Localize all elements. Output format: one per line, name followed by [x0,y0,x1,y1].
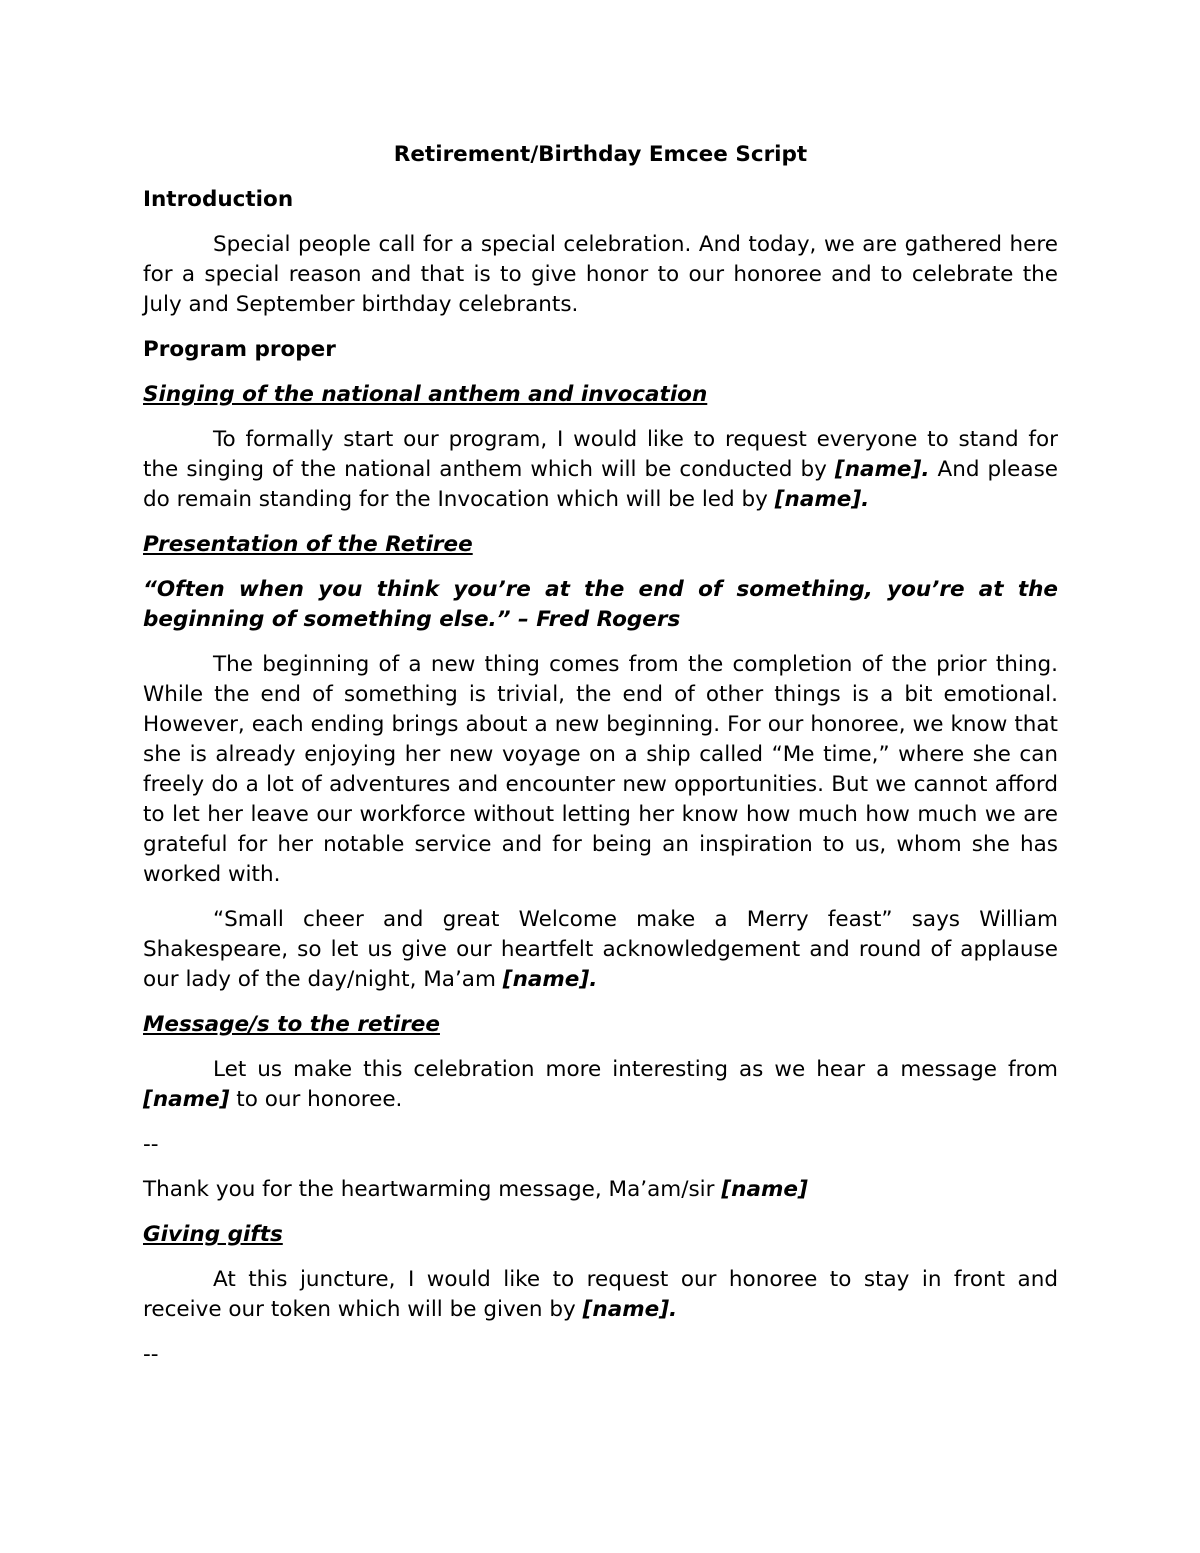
name-placeholder: [name]. [774,487,870,512]
text: To formally start our program, I would like to request everyone to stand for the singing of the national anthem which will be conducted by [143,427,1058,482]
anthem-paragraph [143,425,1058,515]
message-paragraph [143,1055,1058,1115]
shakespeare-paragraph [143,905,1058,995]
name-placeholder: [name]. [834,457,930,482]
name-placeholder: [name] [143,1087,230,1112]
document-title: Retirement/Birthday Emcee Script [393,142,808,167]
text: Thank you for the heartwarming message, Ma’am/sir [143,1177,722,1202]
name-placeholder: [name]. [582,1297,678,1322]
text: to our honoree. [229,1087,403,1112]
document-page [143,140,1058,1385]
text: And please do remain standing for the Invocation which will be led by [143,457,1058,512]
gifts-paragraph [143,1265,1058,1325]
heading-message: Message/s to the retiree [143,1012,440,1037]
separator: -- [143,1342,159,1367]
text: At this juncture, I would like to request our honoree to stay in front and receive our token which will be given by [143,1267,1058,1322]
presentation-paragraph: The beginning of a new thing comes from the completion of the prior thing. While the end of something is trivial, the end of other things is a bit emotional. However, each ending brings about a new beginning. For our honoree, we know that she is already enjoying her new voyage on a ship called “Me time,” where she can freely do a lot of adventures and encounter new opportunities. But we cannot afford to let her leave our workforce without letting her know how much how much we are grateful for her notable service and for being an inspiration to us, whom she has worked with. [143,652,1058,887]
intro-paragraph: Special people call for a special celebration. And today, we are gathered here for a special reason and that is to give honor to our honoree and to celebrate the July and September birthday celebrants. [143,232,1058,317]
separator: -- [143,1132,159,1157]
name-placeholder: [name] [721,1177,808,1202]
quote: “Often when you think you’re at the end of something, you’re at the beginning of something else.” – Fred Rogers [143,577,1058,632]
thanks-line [143,1175,1058,1205]
heading-gifts: Giving gifts [143,1222,283,1247]
text: Let us make this celebration more interesting as we hear a message from [213,1057,1058,1082]
heading-anthem: Singing of the national anthem and invocation [143,382,708,407]
text: “Small cheer and great Welcome make a Merry feast” says William Shakespeare, so let us give our heartfelt acknowledgement and round of applause our lady of the day/night, Ma’am [143,907,1058,992]
heading-introduction: Introduction [143,187,294,212]
name-placeholder: [name]. [502,967,598,992]
heading-program-proper: Program proper [143,337,336,362]
heading-presentation: Presentation of the Retiree [143,532,473,557]
